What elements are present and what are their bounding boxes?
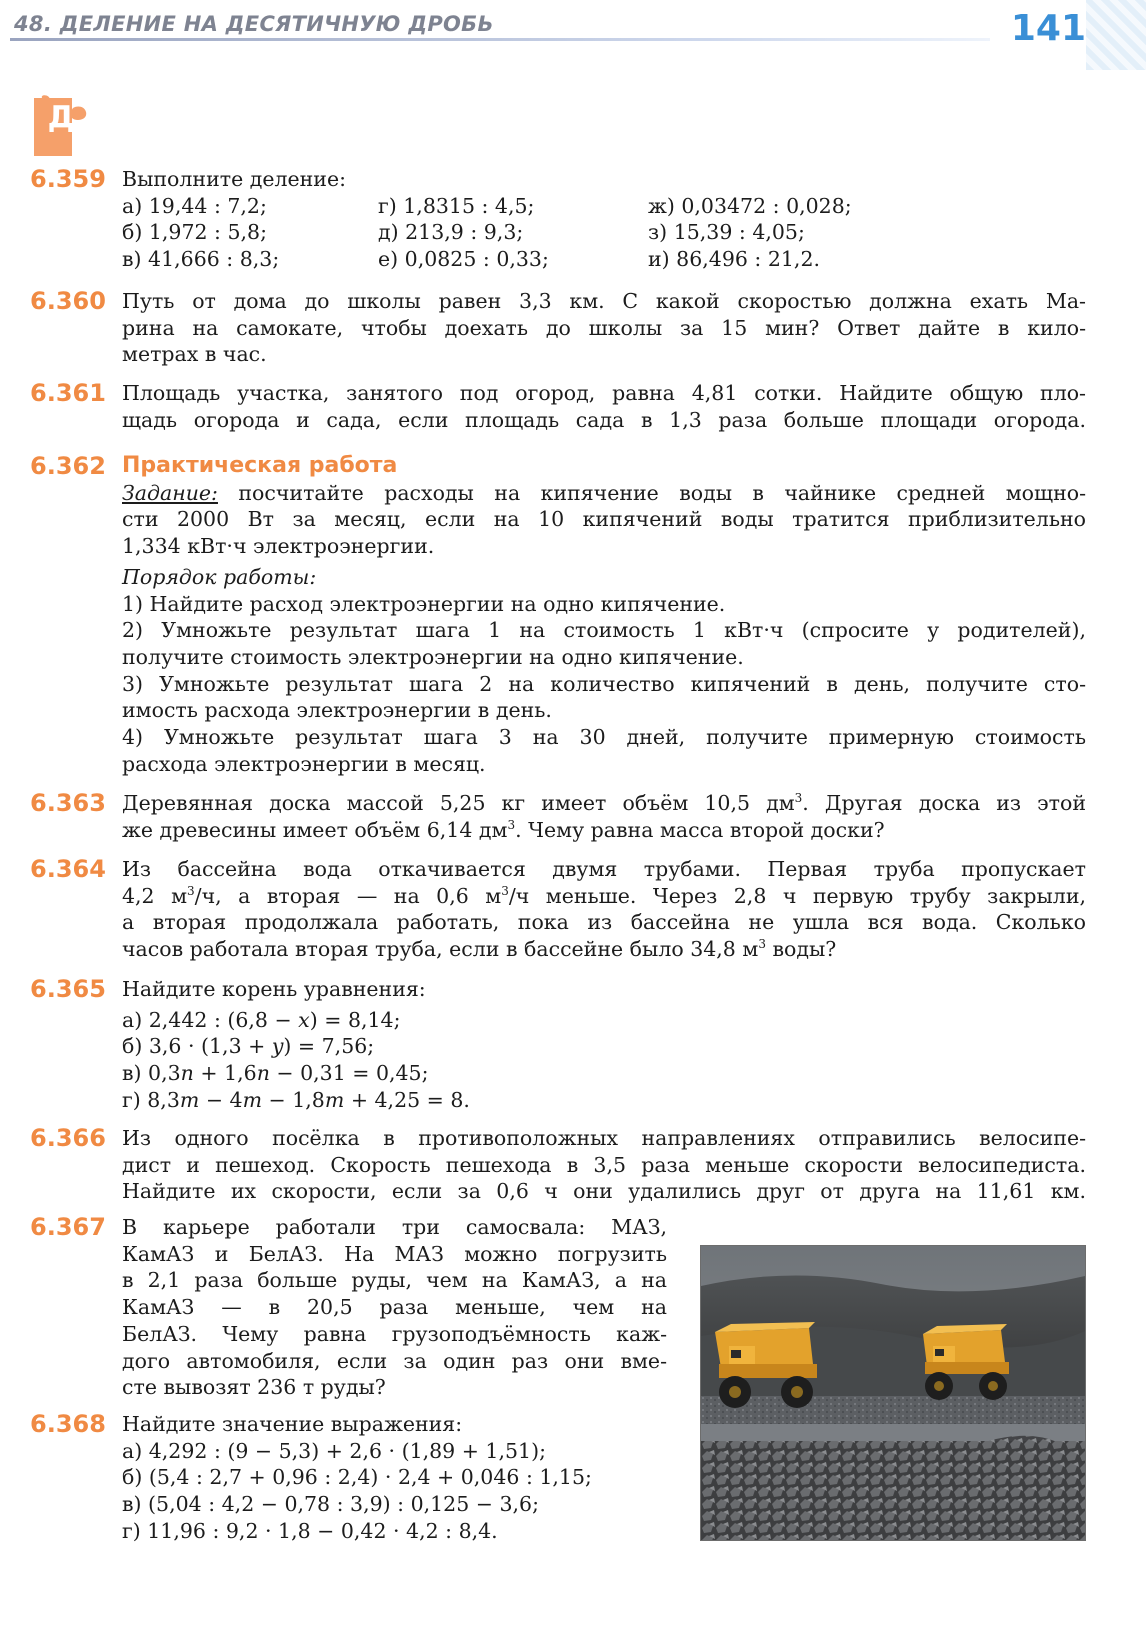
text-line: 1,334 кВт·ч электроэнергии. bbox=[122, 534, 435, 559]
text-fragment: ) = 8,14; bbox=[309, 1007, 401, 1032]
practical-work-heading: Практическая работа bbox=[122, 453, 398, 478]
text-fragment: /ч, а вторая — на 0,6 м bbox=[194, 883, 502, 908]
badge-letter: Д bbox=[47, 100, 75, 135]
text-line: щадь огорода и сада, если площадь сада в 1,3 раза больше площади огорода. bbox=[122, 407, 1086, 432]
problem-intro: Найдите значение выражения: bbox=[122, 1412, 463, 1436]
text-fragment: г) 8,3 bbox=[122, 1087, 180, 1112]
text-fragment: − 1,8 bbox=[262, 1087, 325, 1112]
problem-number: 6.364 bbox=[30, 855, 106, 883]
equation bbox=[122, 1007, 1086, 1034]
problem-text bbox=[122, 976, 1086, 1114]
problem-text bbox=[122, 790, 1086, 843]
superscript: 3 bbox=[758, 937, 766, 952]
expression: в) (5,04 : 4,2 − 0,78 : 3,9) : 0,125 − 3,6; bbox=[122, 1492, 539, 1517]
step-line: получите стоимость электроэнергии на одно кипячение. bbox=[122, 644, 744, 669]
problem-intro: Найдите корень уравнения: bbox=[122, 977, 426, 1001]
list-item: з) 15,39 : 4,05; bbox=[648, 220, 805, 245]
task-label: Задание: bbox=[122, 480, 218, 505]
variable: m bbox=[242, 1087, 263, 1112]
problem-text bbox=[122, 380, 1086, 433]
text-fragment: ) = 7,56; bbox=[283, 1034, 375, 1059]
step-line: имость расхода электроэнергии в день. bbox=[122, 698, 552, 723]
problem-text bbox=[122, 166, 1086, 273]
variable: x bbox=[298, 1007, 310, 1032]
text-line: сте вывозят 236 т руды? bbox=[122, 1375, 386, 1400]
mining-trucks-photo bbox=[700, 1245, 1086, 1541]
list-item: а) 19,44 : 7,2; bbox=[122, 193, 267, 218]
text-line: метрах в час. bbox=[122, 342, 267, 367]
problem-text bbox=[122, 1125, 1086, 1205]
variable: n bbox=[256, 1061, 270, 1086]
problem-number: 6.361 bbox=[30, 379, 106, 407]
superscript: 3 bbox=[794, 791, 803, 806]
list-item: е) 0,0825 : 0,33; bbox=[378, 247, 549, 272]
problem-text bbox=[122, 288, 1086, 368]
step-line: расхода электроэнергии в месяц. bbox=[122, 751, 486, 776]
text-line: Путь от дома до школы равен 3,3 км. С какой скоростью должна ехать Ма- bbox=[122, 289, 1086, 313]
variable: n bbox=[180, 1061, 194, 1086]
problem-text bbox=[122, 1411, 682, 1545]
text-line bbox=[122, 936, 1086, 963]
page-number: 141 bbox=[1010, 8, 1086, 49]
order-label: Порядок работы: bbox=[122, 564, 317, 589]
step-line: 3) Умножьте результат шага 2 на количество кипячений в день, получите сто- bbox=[122, 671, 1086, 696]
expression: а) 4,292 : (9 − 5,3) + 2,6 · (1,89 + 1,51); bbox=[122, 1438, 546, 1463]
text-fragment: в) 0,3 bbox=[122, 1061, 181, 1086]
text-fragment: 4,2 м bbox=[122, 883, 188, 908]
variable: m bbox=[179, 1087, 200, 1112]
text-fragment: . Чему равна масса второй доски? bbox=[515, 817, 885, 842]
text-line: рина на самокате, чтобы доехать до школы за 15 мин? Ответ дайте в кило- bbox=[122, 315, 1086, 340]
list-item: д) 213,9 : 9,3; bbox=[378, 220, 524, 245]
superscript: 3 bbox=[187, 883, 195, 898]
list-item: ж) 0,03472 : 0,028; bbox=[648, 193, 852, 218]
text-fragment: − 4 bbox=[199, 1087, 243, 1112]
step-line: 4) Умножьте результат шага 3 на 30 дней, получите примерную стоимость bbox=[122, 725, 1086, 750]
text-line: В карьере работали три самосвала: МАЗ, bbox=[122, 1215, 667, 1239]
text-line: БелАЗ. Чему равна грузоподъёмность каж- bbox=[122, 1321, 667, 1346]
division-list bbox=[122, 193, 1086, 273]
text-fragment: б) 3,6 · (1,3 + bbox=[122, 1034, 272, 1059]
problem-number: 6.363 bbox=[30, 789, 106, 817]
list-item: г) 1,8315 : 4,5; bbox=[378, 193, 535, 218]
text-fragment: Деревянная доска массой 5,25 кг имеет объём 10,5 дм bbox=[122, 791, 795, 815]
mining-trucks-illustration bbox=[701, 1246, 1085, 1540]
problem-number: 6.365 bbox=[30, 975, 106, 1003]
problem-number: 6.362 bbox=[30, 452, 106, 480]
equation bbox=[122, 1060, 1086, 1087]
text-line bbox=[122, 817, 1086, 844]
text-line: Найдите их скорости, если за 0,6 ч они удалились друг от друга на 11,61 км. bbox=[122, 1179, 1086, 1204]
step-line: 1) Найдите расход электроэнергии на одно кипячение. bbox=[122, 591, 726, 616]
text-line: а вторая продолжала работать, пока из бассейна не ушла вся вода. Сколько bbox=[122, 910, 1086, 935]
equation bbox=[122, 1033, 1086, 1060]
text-fragment: часов работала вторая труба, если в бассейне было 34,8 м bbox=[122, 937, 759, 962]
text-line bbox=[122, 480, 1086, 507]
text-fragment: − 0,31 = 0,45; bbox=[269, 1061, 429, 1086]
problem-intro: Выполните деление: bbox=[122, 167, 346, 191]
text-line bbox=[122, 790, 1086, 817]
problem-number: 6.367 bbox=[30, 1213, 106, 1241]
text-line: дого автомобиля, если за один раз они вме- bbox=[122, 1348, 667, 1373]
problem-text bbox=[122, 856, 1086, 963]
problem-number: 6.368 bbox=[30, 1410, 106, 1438]
problem-text bbox=[122, 1214, 667, 1401]
header-rule bbox=[10, 38, 990, 41]
superscript: 3 bbox=[507, 817, 516, 832]
equation bbox=[122, 1087, 1086, 1114]
corner-decoration bbox=[1086, 0, 1146, 70]
task-text: посчитайте расходы на кипячение воды в чайнике средней мощно- bbox=[238, 480, 1086, 505]
text-fragment: воды? bbox=[765, 937, 837, 962]
text-fragment: /ч меньше. Через 2,8 ч первую трубу закрыли, bbox=[508, 883, 1086, 908]
problem-number: 6.366 bbox=[30, 1124, 106, 1152]
page-header bbox=[0, 0, 1146, 70]
text-line: дист и пешеход. Скорость пешехода в 3,5 раза меньше скорости велосипедиста. bbox=[122, 1152, 1086, 1177]
problem-number: 6.359 bbox=[30, 165, 106, 193]
text-line: Из бассейна вода откачивается двумя трубами. Первая труба пропускает bbox=[122, 857, 1086, 881]
text-line: Площадь участка, занятого под огород, равна 4,81 сотки. Найдите общую пло- bbox=[122, 381, 1086, 405]
list-item: б) 1,972 : 5,8; bbox=[122, 220, 267, 245]
superscript: 3 bbox=[501, 883, 509, 898]
section-title: 48. ДЕЛЕНИЕ НА ДЕСЯТИЧНУЮ ДРОБЬ bbox=[14, 12, 494, 36]
text-line: сти 2000 Вт за месяц, если на 10 кипячений воды тратится приблизительно bbox=[122, 507, 1086, 532]
text-line: в 2,1 раза больше руды, чем на КамАЗ, а на bbox=[122, 1268, 667, 1293]
text-fragment: а) 2,442 : (6,8 − bbox=[122, 1007, 299, 1032]
problem-number: 6.360 bbox=[30, 287, 106, 315]
variable: y bbox=[271, 1034, 284, 1059]
text-fragment: . Другая доска из этой bbox=[802, 791, 1086, 815]
text-fragment: + 4,25 = 8. bbox=[344, 1087, 470, 1112]
expression: б) (5,4 : 2,7 + 0,96 : 2,4) · 2,4 + 0,046 : 1,15; bbox=[122, 1465, 592, 1490]
list-item: в) 41,666 : 8,3; bbox=[122, 247, 280, 272]
variable: m bbox=[324, 1087, 345, 1112]
expression: г) 11,96 : 9,2 · 1,8 − 0,42 · 4,2 : 8,4. bbox=[122, 1518, 498, 1543]
step-line: 2) Умножьте результат шага 1 на стоимость 1 кВт·ч (спросите у родителей), bbox=[122, 618, 1086, 643]
text-line bbox=[122, 883, 1086, 910]
text-fragment: же древесины имеет объём 6,14 дм bbox=[122, 817, 508, 842]
text-line: Из одного посёлка в противоположных направлениях отправились велосипе- bbox=[122, 1126, 1086, 1150]
list-item: и) 86,496 : 21,2. bbox=[648, 247, 821, 272]
problem-text bbox=[122, 453, 1086, 777]
text-line: КамАЗ и БелАЗ. На МАЗ можно погрузить bbox=[122, 1241, 667, 1266]
text-line: КамАЗ — в 20,5 раза меньше, чем на bbox=[122, 1295, 667, 1320]
text-fragment: + 1,6 bbox=[193, 1061, 257, 1086]
